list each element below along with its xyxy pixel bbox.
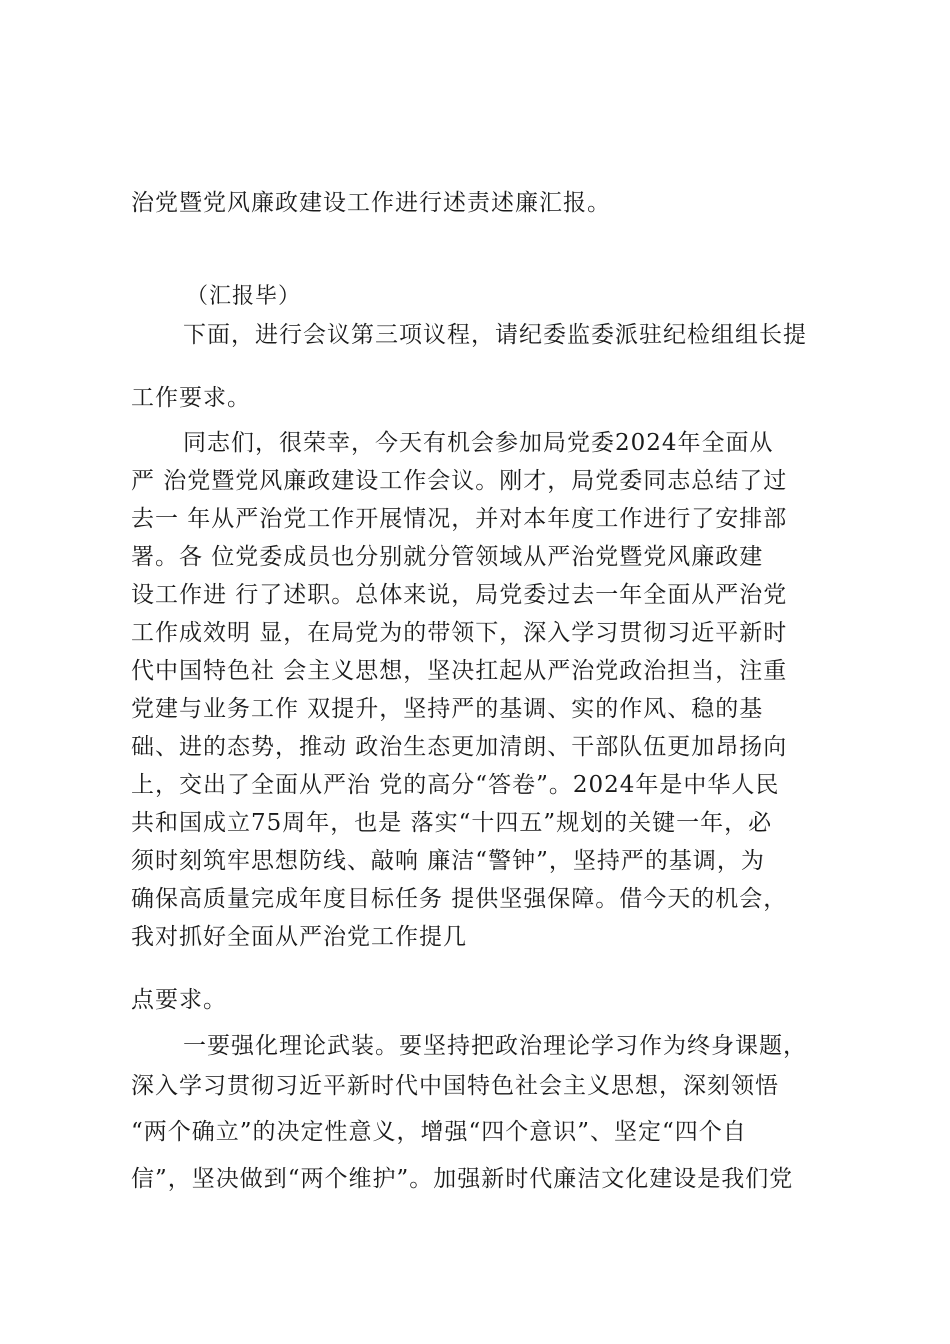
text-line-20: 一要强化理论武装。要坚持把政治理论学习作为终身课题， — [183, 1033, 807, 1059]
text-line-18: 我对抓好全面从严治党工作提几 — [131, 924, 467, 950]
text-line-2: （汇报毕） — [186, 284, 302, 309]
text-line-6: 严 治党暨党风廉政建设工作会议。刚才，局党委同志总结了过 — [131, 468, 788, 494]
text-line-1: 治党暨党风廉政建设工作进行述责述廉汇报。 — [131, 190, 611, 216]
text-line-21: 深入学习贯彻习近平新时代中国特色社会主义思想，深刻领悟 — [131, 1073, 779, 1099]
text-line-16: 须时刻筑牢思想防线、敲响 廉洁“警钟”，坚持严的基调，为 — [131, 848, 765, 874]
text-line-22: “两个确立”的决定性意义，增强“四个意识”、坚定“四个自 — [131, 1119, 747, 1145]
text-line-19: 点要求。 — [131, 987, 227, 1013]
text-line-9: 设工作进 行了述职。总体来说，局党委过去一年全面从严治党 — [131, 582, 788, 608]
text-line-11: 代中国特色社 会主义思想，坚决扛起从严治党政治担当，注重 — [131, 658, 788, 684]
text-line-13: 础、进的态势，推动 政治生态更加清朗、干部队伍更加昂扬向 — [131, 734, 788, 760]
text-line-14: 上，交出了全面从严治 党的高分“答卷”。2024年是中华人民 — [131, 772, 780, 798]
text-line-7: 去一 年从严治党工作开展情况，并对本年度工作进行了安排部 — [131, 506, 788, 532]
text-line-4: 工作要求。 — [131, 385, 251, 411]
text-line-17: 确保高质量完成年度目标任务 提供坚强保障。借今天的机会， — [131, 886, 788, 912]
text-line-8: 署。各 位党委成员也分别就分管领域从严治党暨党风廉政建 — [131, 544, 764, 570]
text-line-3: 下面，进行会议第三项议程，请纪委监委派驻纪检组组长提 — [183, 322, 807, 348]
text-line-10: 工作成效明 显，在局党为的带领下，深入学习贯彻习近平新时 — [131, 620, 788, 646]
text-line-15: 共和国成立75周年，也是 落实“十四五”规划的关键一年，必 — [131, 810, 773, 836]
text-line-5: 同志们，很荣幸，今天有机会参加局党委2024年全面从 — [183, 430, 774, 456]
text-line-23: 信”，坚决做到“两个维护”。加强新时代廉洁文化建设是我们党 — [131, 1166, 794, 1192]
text-line-12: 党建与业务工作 双提升，坚持严的基调、实的作风、稳的基 — [131, 696, 764, 722]
